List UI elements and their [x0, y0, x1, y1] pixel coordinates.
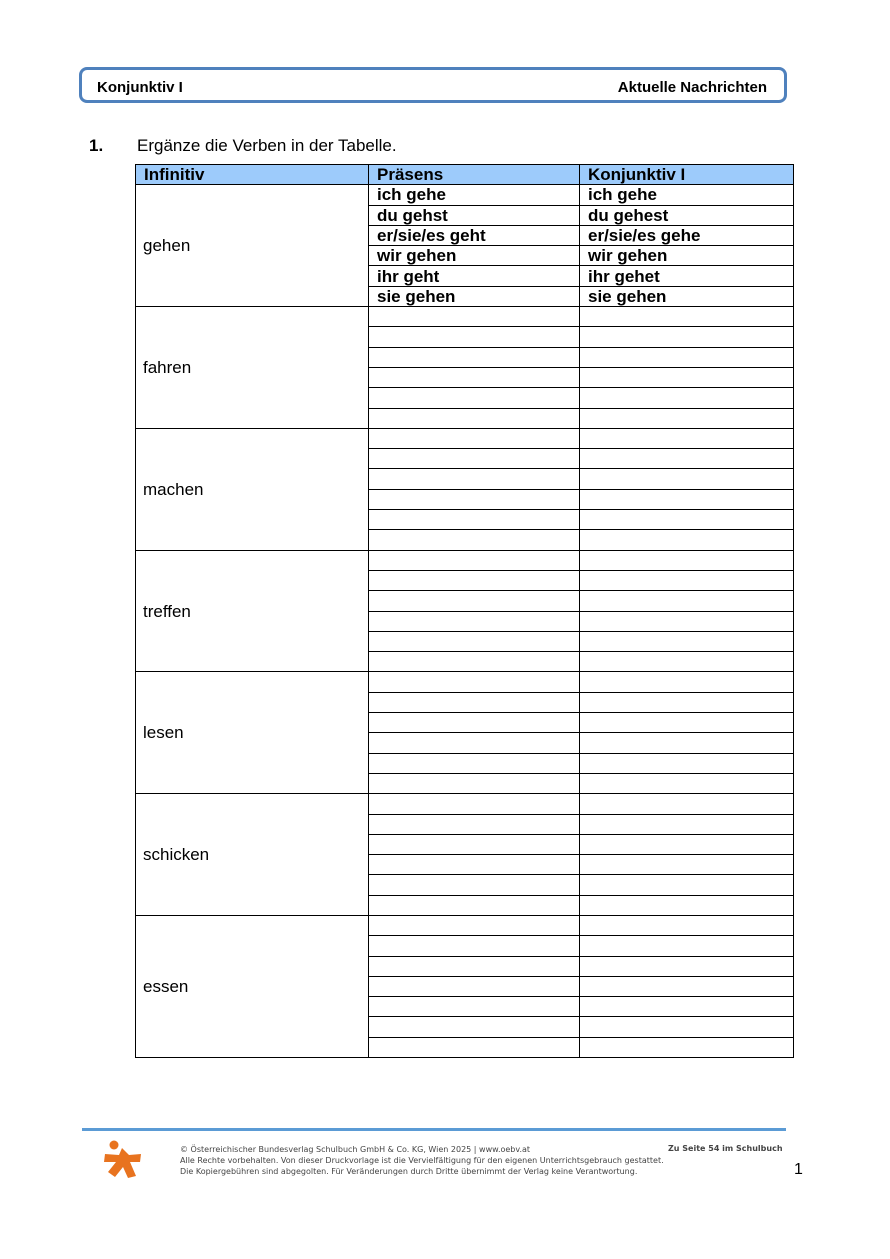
table-header-row: [136, 165, 794, 185]
present-form-cell: sie gehen: [369, 286, 580, 306]
subjunctive-form-cell: [580, 794, 794, 814]
present-form-cell: [369, 895, 580, 915]
present-form-cell: [369, 489, 580, 509]
table-row: [136, 794, 794, 814]
present-form-cell: [369, 713, 580, 733]
worksheet-chapter: Aktuelle Nachrichten: [617, 79, 767, 96]
footer-line: Die Kopiergebühren sind abgegolten. Für Veränderungen durch Dritte übernimmt der Verlag keine Verantwortung.: [180, 1167, 638, 1176]
infinitive-cell: lesen: [136, 672, 369, 794]
present-form-cell: [369, 428, 580, 448]
footer-divider: [82, 1128, 786, 1131]
present-form-cell: [369, 855, 580, 875]
subjunctive-form-cell: ihr gehet: [580, 266, 794, 286]
subjunctive-form-cell: [580, 449, 794, 469]
present-form-cell: [369, 388, 580, 408]
subjunctive-form-cell: [580, 895, 794, 915]
subjunctive-form-cell: [580, 672, 794, 692]
present-form-cell: [369, 814, 580, 834]
present-form-cell: [369, 936, 580, 956]
conjugation-table: [135, 164, 794, 1058]
oebv-logo-icon: [102, 1140, 142, 1180]
subjunctive-form-cell: [580, 733, 794, 753]
present-form-cell: [369, 652, 580, 672]
present-form-cell: [369, 997, 580, 1017]
present-form-cell: [369, 510, 580, 530]
present-form-cell: er/sie/es geht: [369, 225, 580, 245]
header-present: Präsens: [369, 165, 580, 185]
subjunctive-form-cell: [580, 347, 794, 367]
present-form-cell: [369, 976, 580, 996]
subjunctive-form-cell: [580, 1037, 794, 1057]
infinitive-cell: machen: [136, 428, 369, 550]
table-row: [136, 307, 794, 327]
subjunctive-form-cell: [580, 631, 794, 651]
present-form-cell: [369, 1017, 580, 1037]
present-form-cell: [369, 733, 580, 753]
present-form-cell: [369, 956, 580, 976]
subjunctive-form-cell: [580, 713, 794, 733]
footer-line: Alle Rechte vorbehalten. Von dieser Druckvorlage ist die Vervielfältigung für den eigenen Unterrichtsgebrauch gestattet.: [180, 1156, 664, 1165]
present-form-cell: ihr geht: [369, 266, 580, 286]
subjunctive-form-cell: du gehest: [580, 205, 794, 225]
present-form-cell: [369, 753, 580, 773]
subjunctive-form-cell: [580, 611, 794, 631]
present-form-cell: [369, 550, 580, 570]
subjunctive-form-cell: [580, 956, 794, 976]
present-form-cell: du gehst: [369, 205, 580, 225]
header-infinitive: Infinitiv: [136, 165, 369, 185]
table-row: [136, 672, 794, 692]
subjunctive-form-cell: ich gehe: [580, 185, 794, 205]
present-form-cell: [369, 408, 580, 428]
header-subjunctive: Konjunktiv I: [580, 165, 794, 185]
textbook-reference: Zu Seite 54 im Schulbuch: [668, 1144, 783, 1153]
present-form-cell: [369, 449, 580, 469]
present-form-cell: [369, 530, 580, 550]
present-form-cell: [369, 875, 580, 895]
subjunctive-form-cell: [580, 652, 794, 672]
present-form-cell: [369, 469, 580, 489]
table-body: [136, 185, 794, 1058]
table-row: [136, 550, 794, 570]
present-form-cell: wir gehen: [369, 246, 580, 266]
subjunctive-form-cell: er/sie/es gehe: [580, 225, 794, 245]
present-form-cell: [369, 591, 580, 611]
subjunctive-form-cell: [580, 814, 794, 834]
subjunctive-form-cell: [580, 550, 794, 570]
present-form-cell: [369, 327, 580, 347]
subjunctive-form-cell: [580, 591, 794, 611]
subjunctive-form-cell: [580, 510, 794, 530]
footer-line: © Österreichischer Bundesverlag Schulbuch GmbH & Co. KG, Wien 2025 | www.oebv.at: [180, 1145, 531, 1154]
present-form-cell: [369, 367, 580, 387]
task-number: 1.: [89, 136, 104, 155]
subjunctive-form-cell: [580, 530, 794, 550]
subjunctive-form-cell: [580, 855, 794, 875]
infinitive-cell: fahren: [136, 307, 369, 429]
table-row: [136, 915, 794, 935]
subjunctive-form-cell: [580, 428, 794, 448]
subjunctive-form-cell: [580, 997, 794, 1017]
present-form-cell: [369, 834, 580, 854]
page-number: 1: [794, 1161, 803, 1178]
present-form-cell: [369, 1037, 580, 1057]
subjunctive-form-cell: [580, 570, 794, 590]
subjunctive-form-cell: [580, 692, 794, 712]
table-row: [136, 428, 794, 448]
present-form-cell: [369, 307, 580, 327]
subjunctive-form-cell: [580, 976, 794, 996]
infinitive-cell: treffen: [136, 550, 369, 672]
worksheet-topic: Konjunktiv I: [97, 79, 183, 96]
subjunctive-form-cell: [580, 388, 794, 408]
subjunctive-form-cell: [580, 834, 794, 854]
subjunctive-form-cell: [580, 1017, 794, 1037]
subjunctive-form-cell: [580, 773, 794, 793]
present-form-cell: [369, 347, 580, 367]
subjunctive-form-cell: [580, 367, 794, 387]
table-row: [136, 185, 794, 205]
subjunctive-form-cell: [580, 936, 794, 956]
subjunctive-form-cell: wir gehen: [580, 246, 794, 266]
subjunctive-form-cell: [580, 875, 794, 895]
present-form-cell: [369, 692, 580, 712]
present-form-cell: ich gehe: [369, 185, 580, 205]
subjunctive-form-cell: [580, 489, 794, 509]
infinitive-cell: essen: [136, 915, 369, 1057]
present-form-cell: [369, 631, 580, 651]
present-form-cell: [369, 773, 580, 793]
subjunctive-form-cell: [580, 469, 794, 489]
infinitive-cell: gehen: [136, 185, 369, 307]
present-form-cell: [369, 794, 580, 814]
header-box: [79, 67, 787, 103]
infinitive-cell: schicken: [136, 794, 369, 916]
subjunctive-form-cell: [580, 915, 794, 935]
subjunctive-form-cell: [580, 753, 794, 773]
present-form-cell: [369, 672, 580, 692]
subjunctive-form-cell: [580, 408, 794, 428]
present-form-cell: [369, 611, 580, 631]
footer-copyright: [180, 1144, 664, 1177]
subjunctive-form-cell: sie gehen: [580, 286, 794, 306]
subjunctive-form-cell: [580, 327, 794, 347]
subjunctive-form-cell: [580, 307, 794, 327]
present-form-cell: [369, 570, 580, 590]
task-instruction: Ergänze die Verben in der Tabelle.: [137, 136, 397, 155]
present-form-cell: [369, 915, 580, 935]
